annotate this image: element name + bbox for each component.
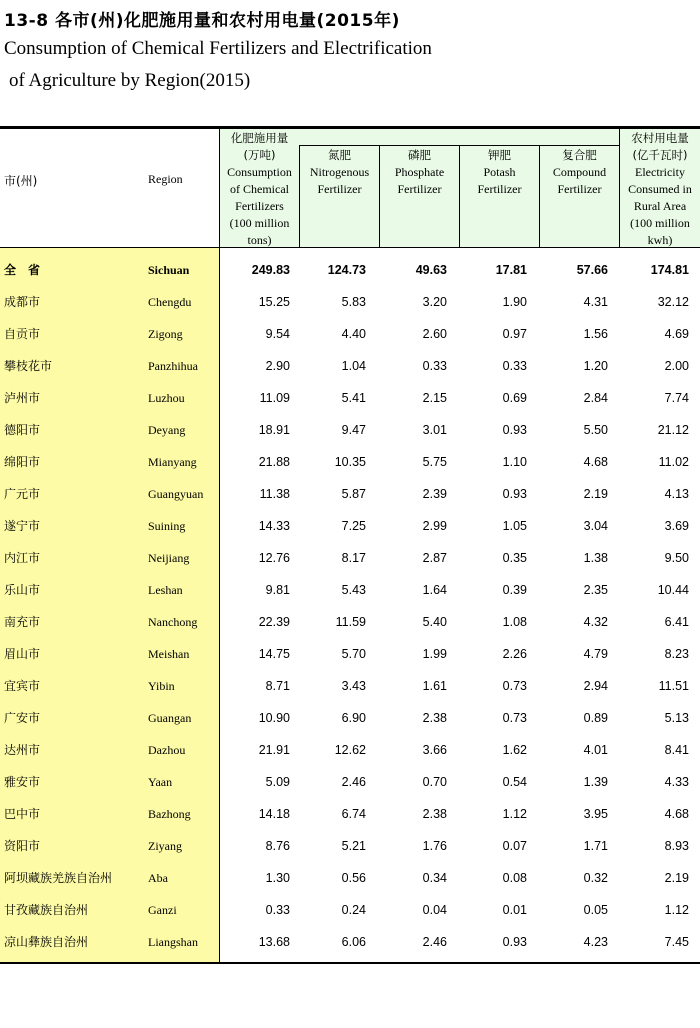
- cell-compound: 2.35: [583, 583, 608, 597]
- cell-potash: 0.73: [502, 711, 527, 725]
- header-compound: 复合肥 Compound Fertilizer: [552, 148, 607, 196]
- cell-fertilizer: 22.39: [258, 615, 290, 629]
- cell-fertilizer: 11.09: [259, 391, 290, 405]
- cell-compound: 4.01: [583, 743, 608, 757]
- row-region: Deyang: [148, 423, 186, 437]
- cell-nitrogenous: 0.24: [341, 903, 366, 917]
- row-region: Ganzi: [148, 903, 177, 917]
- table-row: [0, 894, 700, 926]
- cell-potash: 0.93: [502, 487, 527, 501]
- row-city: 资阳市: [4, 839, 41, 853]
- cell-compound: 4.79: [583, 647, 608, 661]
- row-region: Guangan: [148, 711, 192, 725]
- cell-phosphate: 2.39: [422, 487, 447, 501]
- row-region: Dazhou: [148, 743, 186, 757]
- cell-potash: 0.69: [502, 391, 527, 405]
- row-city: 达州市: [4, 743, 41, 757]
- cell-electricity: 4.13: [664, 487, 689, 501]
- cell-compound: 0.32: [583, 871, 608, 885]
- cell-compound: 1.71: [583, 839, 608, 853]
- row-city: 绵阳市: [4, 455, 41, 469]
- row-region: Yibin: [148, 679, 175, 693]
- cell-potash: 0.39: [502, 583, 527, 597]
- cell-electricity: 174.81: [650, 263, 689, 277]
- cell-fertilizer: 11.38: [259, 487, 290, 501]
- row-region: Guangyuan: [148, 487, 204, 501]
- header-electricity: 农村用电量 (亿千瓦时) Electricity Consumed in Rural Area (100 million kwh): [628, 131, 692, 247]
- cell-phosphate: 1.99: [422, 647, 447, 661]
- row-city: 雅安市: [4, 775, 41, 789]
- row-city: 乐山市: [4, 583, 41, 597]
- header-fertilizer-total: 化肥施用量 (万吨) Consumption of Chemical Fertilizers (100 million tons): [227, 131, 292, 247]
- cell-potash: 0.54: [502, 775, 527, 789]
- table-row: [0, 574, 700, 606]
- cell-electricity: 11.02: [658, 455, 689, 469]
- cell-compound: 2.19: [583, 487, 608, 501]
- cell-potash: 1.90: [502, 295, 527, 309]
- cell-phosphate: 1.64: [422, 583, 447, 597]
- cell-phosphate: 2.38: [422, 807, 447, 821]
- table-row: [0, 734, 700, 766]
- cell-electricity: 3.69: [664, 519, 689, 533]
- table-row: [0, 478, 700, 510]
- cell-phosphate: 3.20: [422, 295, 447, 309]
- cell-potash: 1.62: [502, 743, 527, 757]
- row-region: Liangshan: [148, 935, 198, 949]
- cell-potash: 0.01: [502, 903, 527, 917]
- row-city: 甘孜藏族自治州: [4, 903, 89, 917]
- table-row: [0, 606, 700, 638]
- row-region: Aba: [148, 871, 168, 885]
- row-city: 自贡市: [4, 327, 41, 341]
- header-city: 市(州): [4, 174, 38, 188]
- row-city: 攀枝花市: [4, 359, 53, 373]
- row-city: 遂宁市: [4, 519, 41, 533]
- cell-fertilizer: 18.91: [258, 423, 290, 437]
- row-region: Bazhong: [148, 807, 191, 821]
- cell-nitrogenous: 11.59: [335, 615, 366, 629]
- row-city: 全 省: [4, 263, 41, 277]
- table-bottom-rule: [0, 962, 700, 964]
- row-city: 广安市: [4, 711, 41, 725]
- cell-phosphate: 5.75: [422, 455, 447, 469]
- cell-nitrogenous: 6.74: [341, 807, 366, 821]
- table-row-total: [0, 254, 700, 286]
- cell-nitrogenous: 124.73: [327, 263, 366, 277]
- row-region: Yaan: [148, 775, 173, 789]
- table-row: [0, 798, 700, 830]
- cell-fertilizer: 2.90: [265, 359, 290, 373]
- cell-electricity: 7.74: [664, 391, 689, 405]
- cell-compound: 0.05: [583, 903, 608, 917]
- cell-compound: 4.68: [583, 455, 608, 469]
- header-phosphate: 磷肥 Phosphate Fertilizer: [394, 148, 445, 196]
- cell-nitrogenous: 5.70: [341, 647, 366, 661]
- cell-electricity: 1.12: [664, 903, 689, 917]
- table-row: [0, 510, 700, 542]
- table-row: [0, 830, 700, 862]
- cell-compound: 1.39: [583, 775, 608, 789]
- page-title-en-line2: of Agriculture by Region(2015): [9, 70, 251, 91]
- cell-electricity: 2.19: [664, 871, 689, 885]
- row-city: 成都市: [4, 295, 41, 309]
- table-row: [0, 766, 700, 798]
- cell-electricity: 4.69: [664, 327, 689, 341]
- row-city: 泸州市: [4, 391, 41, 405]
- cell-electricity: 4.68: [664, 807, 689, 821]
- cell-compound: 0.89: [583, 711, 608, 725]
- cell-compound: 4.32: [583, 615, 608, 629]
- cell-electricity: 2.00: [664, 359, 689, 373]
- table-row: [0, 862, 700, 894]
- row-city: 宜宾市: [4, 679, 41, 693]
- cell-potash: 0.93: [502, 423, 527, 437]
- cell-potash: 0.93: [502, 935, 527, 949]
- row-city: 广元市: [4, 487, 41, 501]
- cell-nitrogenous: 2.46: [341, 775, 366, 789]
- cell-fertilizer: 1.30: [265, 871, 290, 885]
- table-row: [0, 414, 700, 446]
- cell-compound: 2.84: [583, 391, 608, 405]
- cell-nitrogenous: 5.87: [341, 487, 366, 501]
- cell-potash: 0.73: [502, 679, 527, 693]
- cell-fertilizer: 0.33: [265, 903, 290, 917]
- cell-electricity: 8.23: [664, 647, 689, 661]
- row-region: Chengdu: [148, 295, 192, 309]
- cell-electricity: 7.45: [664, 935, 689, 949]
- cell-electricity: 4.33: [664, 775, 689, 789]
- table-row: [0, 286, 700, 318]
- table-row: [0, 350, 700, 382]
- cell-compound: 5.50: [583, 423, 608, 437]
- cell-fertilizer: 15.25: [258, 295, 290, 309]
- table-row: [0, 670, 700, 702]
- row-region: Sichuan: [148, 263, 190, 277]
- cell-nitrogenous: 7.25: [341, 519, 366, 533]
- table-row: [0, 638, 700, 670]
- cell-potash: 0.07: [502, 839, 527, 853]
- cell-nitrogenous: 6.06: [341, 935, 366, 949]
- row-region: Panzhihua: [148, 359, 198, 373]
- cell-nitrogenous: 4.40: [341, 327, 366, 341]
- cell-potash: 0.35: [502, 551, 527, 565]
- cell-potash: 0.97: [502, 327, 527, 341]
- row-city: 南充市: [4, 615, 41, 629]
- cell-compound: 3.95: [583, 807, 608, 821]
- cell-phosphate: 0.34: [422, 871, 447, 885]
- header-region: Region: [148, 172, 183, 186]
- table-row: [0, 446, 700, 478]
- cell-phosphate: 2.38: [422, 711, 447, 725]
- table-top-rule: [0, 126, 700, 129]
- cell-compound: 4.31: [583, 295, 608, 309]
- cell-nitrogenous: 10.35: [334, 455, 366, 469]
- cell-phosphate: 0.70: [422, 775, 447, 789]
- cell-potash: 1.08: [502, 615, 527, 629]
- cell-electricity: 8.93: [664, 839, 689, 853]
- row-city: 凉山彝族自治州: [4, 935, 89, 949]
- header-potash: 钾肥 Potash Fertilizer: [477, 148, 522, 196]
- header-bottom-rule: [0, 247, 700, 248]
- row-city: 眉山市: [4, 647, 41, 661]
- cell-nitrogenous: 5.83: [341, 295, 366, 309]
- cell-phosphate: 1.76: [422, 839, 447, 853]
- header-nitrogenous: 氮肥 Nitrogenous Fertilizer: [309, 148, 370, 196]
- cell-compound: 2.94: [583, 679, 608, 693]
- cell-compound: 4.23: [583, 935, 608, 949]
- cell-nitrogenous: 1.04: [341, 359, 366, 373]
- cell-nitrogenous: 12.62: [334, 743, 366, 757]
- row-region: Meishan: [148, 647, 190, 661]
- cell-phosphate: 1.61: [422, 679, 447, 693]
- cell-compound: 57.66: [576, 263, 608, 277]
- table-row: [0, 318, 700, 350]
- row-region: Suining: [148, 519, 186, 533]
- cell-fertilizer: 21.91: [258, 743, 290, 757]
- cell-phosphate: 2.46: [422, 935, 447, 949]
- cell-fertilizer: 9.54: [265, 327, 290, 341]
- cell-phosphate: 2.99: [422, 519, 447, 533]
- cell-fertilizer: 21.88: [258, 455, 290, 469]
- cell-fertilizer: 5.09: [265, 775, 290, 789]
- cell-potash: 0.08: [502, 871, 527, 885]
- cell-phosphate: 2.60: [422, 327, 447, 341]
- table-row: [0, 542, 700, 574]
- cell-phosphate: 3.66: [422, 743, 447, 757]
- row-city: 德阳市: [4, 423, 41, 437]
- cell-phosphate: 0.04: [422, 903, 447, 917]
- divider: [299, 145, 619, 146]
- cell-potash: 0.33: [502, 359, 527, 373]
- cell-fertilizer: 249.83: [251, 263, 290, 277]
- cell-phosphate: 5.40: [422, 615, 447, 629]
- cell-nitrogenous: 3.43: [341, 679, 366, 693]
- row-city: 巴中市: [4, 807, 41, 821]
- cell-electricity: 5.13: [664, 711, 689, 725]
- cell-fertilizer: 8.71: [265, 679, 290, 693]
- cell-fertilizer: 12.76: [258, 551, 290, 565]
- cell-compound: 1.38: [583, 551, 608, 565]
- cell-phosphate: 49.63: [415, 263, 447, 277]
- page-title-en-line1: Consumption of Chemical Fertilizers and Electrification: [4, 38, 432, 59]
- cell-nitrogenous: 5.41: [341, 391, 366, 405]
- table-row: [0, 702, 700, 734]
- cell-fertilizer: 14.18: [258, 807, 290, 821]
- cell-phosphate: 0.33: [422, 359, 447, 373]
- cell-fertilizer: 13.68: [258, 935, 290, 949]
- cell-fertilizer: 10.90: [258, 711, 290, 725]
- cell-phosphate: 2.87: [422, 551, 447, 565]
- cell-compound: 3.04: [583, 519, 608, 533]
- cell-electricity: 8.41: [664, 743, 689, 757]
- table-row: [0, 382, 700, 414]
- cell-potash: 1.10: [502, 455, 527, 469]
- cell-electricity: 10.44: [657, 583, 689, 597]
- row-region: Ziyang: [148, 839, 182, 853]
- cell-electricity: 6.41: [664, 615, 689, 629]
- cell-electricity: 21.12: [657, 423, 689, 437]
- row-region: Luzhou: [148, 391, 185, 405]
- row-region: Zigong: [148, 327, 183, 341]
- table-row: [0, 926, 700, 958]
- cell-fertilizer: 14.33: [258, 519, 290, 533]
- row-region: Neijiang: [148, 551, 190, 565]
- row-region: Leshan: [148, 583, 183, 597]
- cell-nitrogenous: 0.56: [341, 871, 366, 885]
- cell-nitrogenous: 9.47: [341, 423, 366, 437]
- cell-potash: 1.12: [502, 807, 527, 821]
- cell-nitrogenous: 5.43: [341, 583, 366, 597]
- cell-nitrogenous: 8.17: [341, 551, 366, 565]
- cell-potash: 1.05: [502, 519, 527, 533]
- cell-nitrogenous: 5.21: [341, 839, 366, 853]
- cell-potash: 17.81: [495, 263, 527, 277]
- cell-potash: 2.26: [502, 647, 527, 661]
- row-city: 内江市: [4, 551, 41, 565]
- cell-electricity: 9.50: [664, 551, 689, 565]
- cell-fertilizer: 8.76: [265, 839, 290, 853]
- cell-electricity: 32.12: [657, 295, 689, 309]
- page-title-cn: 13-8 各市(州)化肥施用量和农村用电量(2015年): [4, 11, 400, 31]
- row-city: 阿坝藏族羌族自治州: [4, 871, 113, 885]
- cell-phosphate: 2.15: [422, 391, 447, 405]
- cell-compound: 1.56: [583, 327, 608, 341]
- cell-nitrogenous: 6.90: [341, 711, 366, 725]
- row-region: Nanchong: [148, 615, 198, 629]
- row-region: Mianyang: [148, 455, 197, 469]
- cell-compound: 1.20: [583, 359, 608, 373]
- cell-electricity: 11.51: [658, 679, 689, 693]
- cell-fertilizer: 9.81: [265, 583, 290, 597]
- cell-fertilizer: 14.75: [258, 647, 290, 661]
- cell-phosphate: 3.01: [422, 423, 447, 437]
